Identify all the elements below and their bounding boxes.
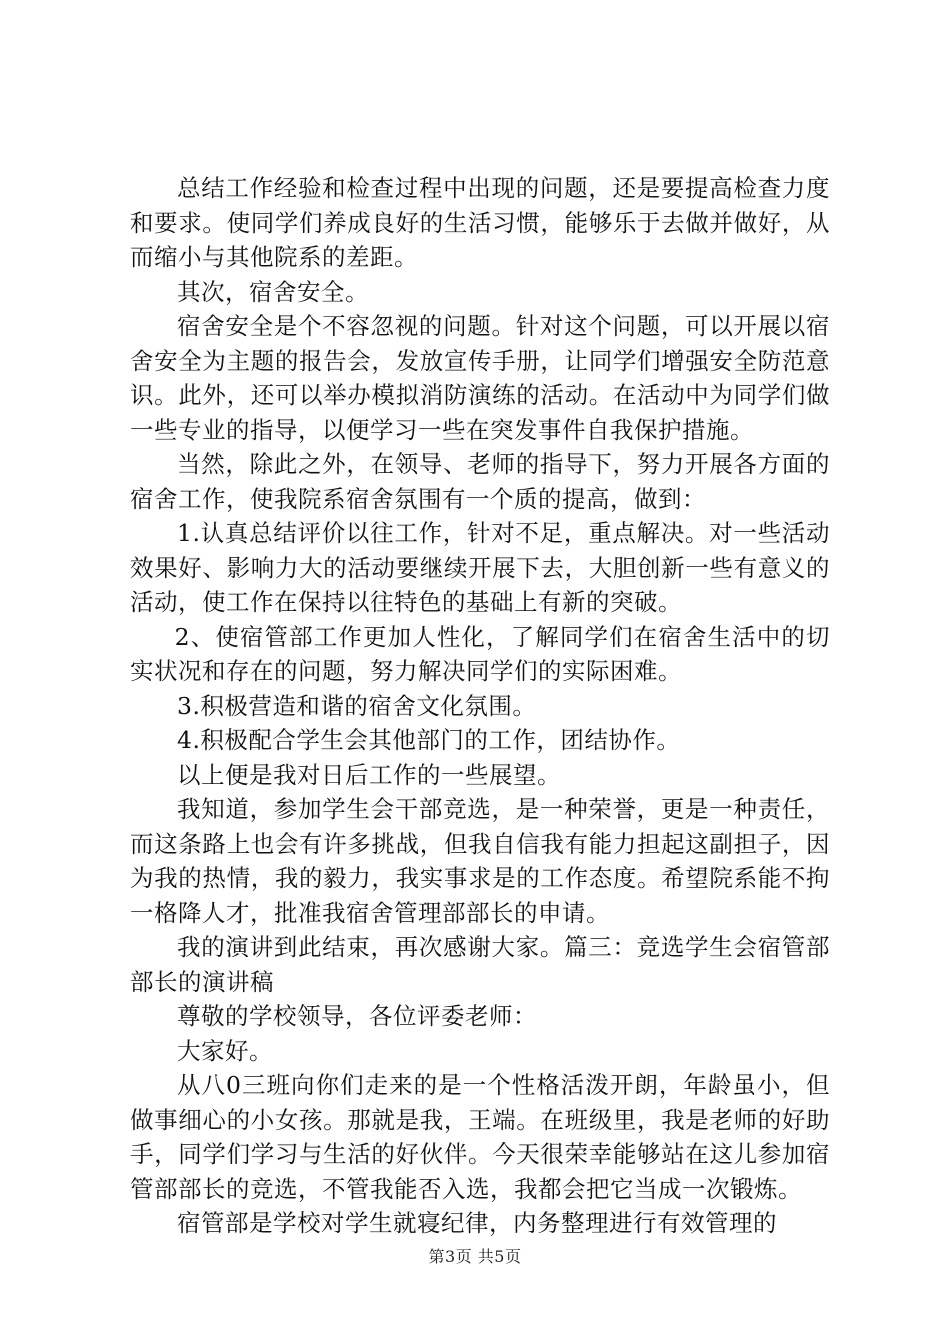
paragraph: 其次，宿舍安全。	[177, 277, 369, 306]
greeting: 大家好。	[177, 1036, 273, 1065]
paragraph: 总结工作经验和检查过程中出现的问题，还是要提高检查力度和要求。使同学们养成良好的生活习惯，能够乐于去做并做好，从而缩小与其他院系的差距。	[130, 174, 830, 271]
list-item-2: 2、使宿管部工作更加人性化，了解同学们在宿舍生活中的切实状况和存在的问题，努力解决同学们的实际困难。	[130, 622, 830, 685]
paragraph: 宿管部是学校对学生就寝纪律，内务整理进行有效管理的	[177, 1209, 777, 1237]
document-body	[130, 171, 830, 1241]
paragraph: 以上便是我对日后工作的一些展望。	[177, 760, 561, 789]
list-item-1: 1.认真总结评价以往工作，针对不足，重点解决。对一些活动效果好、影响力大的活动要继续开展下去，大胆创新一些有意义的活动，使工作在保持以往特色的基础上有新的突破。	[130, 519, 830, 616]
list-item-4: 4.积极配合学生会其他部门的工作，团结协作。	[177, 726, 681, 754]
paragraph: 从八0三班向你们走来的是一个性格活泼开朗，年龄虽小，但做事细心的小女孩。那就是我，王端。在班级里，我是老师的好助手，同学们学习与生活的好伙伴。今天很荣幸能够站在这儿参加宿管部部长的竞选，不管我能否入选，我都会把它当成一次锻炼。	[130, 1071, 830, 1203]
paragraph: 我的演讲到此结束，再次感谢大家。篇三：竞选学生会宿管部部长的演讲稿	[130, 933, 830, 996]
paragraph: 我知道，参加学生会干部竞选，是一种荣誉，更是一种责任，而这条路上也会有许多挑战，但我自信我有能力担起这副担子，因为我的热情，我的毅力，我实事求是的工作态度。希望院系能不拘一格降人才，批准我宿舍管理部部长的申请。	[130, 795, 830, 927]
salutation: 尊敬的学校领导，各位评委老师：	[177, 1002, 537, 1030]
paragraph: 宿舍安全是个不容忽视的问题。针对这个问题，可以开展以宿舍安全为主题的报告会，发放宣传手册，让同学们增强安全防范意识。此外，还可以举办模拟消防演练的活动。在活动中为同学们做一些专业的指导，以便学习一些在突发事件自我保护措施。	[130, 312, 830, 444]
page-footer: 第3页 共5页	[428, 1247, 522, 1266]
list-item-3: 3.积极营造和谐的宿舍文化氛围。	[177, 691, 537, 720]
paragraph: 当然，除此之外，在领导、老师的指导下，努力开展各方面的宿舍工作，使我院系宿舍氛围有一个质的提高，做到：	[130, 450, 830, 513]
